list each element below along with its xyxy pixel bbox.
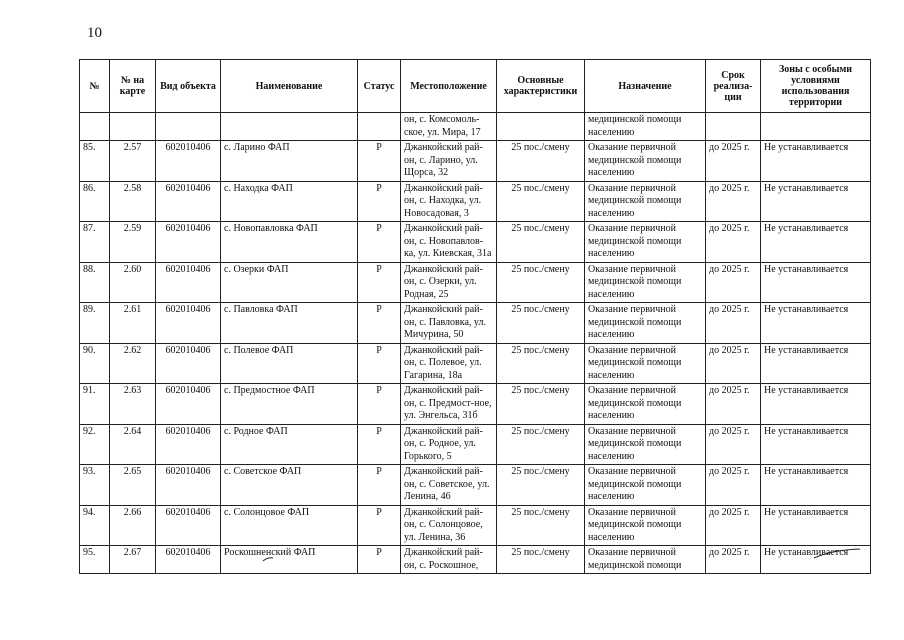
table-header-row xyxy=(80,60,871,113)
header-num: № xyxy=(80,60,110,113)
object-kind-cell: 602010406 xyxy=(156,546,221,574)
term-cell: до 2025 г. xyxy=(706,222,761,263)
header-status: Статус xyxy=(358,60,401,113)
zones-cell: Не устанавливается xyxy=(761,343,871,384)
cell xyxy=(156,113,221,141)
row-number-cell: 90. xyxy=(80,343,110,384)
object-kind-cell: 602010406 xyxy=(156,465,221,506)
characteristics-cell: 25 пос./смену xyxy=(497,465,585,506)
row-number-cell: 87. xyxy=(80,222,110,263)
header-zones: Зоны с особыми условиями использования территории xyxy=(761,60,871,113)
characteristics-cell: 25 пос./смену xyxy=(497,222,585,263)
cell xyxy=(706,113,761,141)
term-cell: до 2025 г. xyxy=(706,424,761,465)
pen-mark xyxy=(262,556,274,562)
status-cell: Р xyxy=(358,303,401,344)
object-name-cell: с. Полевое ФАП xyxy=(221,343,358,384)
zones-cell: Не устанавливается xyxy=(761,424,871,465)
table-row xyxy=(80,222,871,263)
status-cell: Р xyxy=(358,465,401,506)
object-name-cell: с. Озерки ФАП xyxy=(221,262,358,303)
location-cell: Джанкойский рай-он, с. Находка, ул. Новосадовая, 3 xyxy=(401,181,497,222)
object-kind-cell: 602010406 xyxy=(156,505,221,546)
object-name-cell: с. Солонцовое ФАП xyxy=(221,505,358,546)
purpose-cell: Оказание первичной медицинской помощи населению xyxy=(585,141,706,182)
zones-cell: Не устанавливается xyxy=(761,384,871,425)
object-kind-cell: 602010406 xyxy=(156,141,221,182)
table-row xyxy=(80,181,871,222)
zones-cell: Не устанавливается xyxy=(761,141,871,182)
row-number-cell: 91. xyxy=(80,384,110,425)
purpose-cell: Оказание первичной медицинской помощи населению xyxy=(585,343,706,384)
status-cell: Р xyxy=(358,343,401,384)
term-cell: до 2025 г. xyxy=(706,505,761,546)
status-cell: Р xyxy=(358,141,401,182)
purpose-cell: Оказание первичной медицинской помощи населению xyxy=(585,505,706,546)
map-number-cell: 2.65 xyxy=(110,465,156,506)
purpose-cell: Оказание первичной медицинской помощи населению xyxy=(585,384,706,425)
continuation-purpose: медицинской помощи населению xyxy=(585,113,706,141)
header-purpose: Назначение xyxy=(585,60,706,113)
location-cell: Джанкойский рай-он, с. Родное, ул. Горького, 5 xyxy=(401,424,497,465)
characteristics-cell: 25 пос./смену xyxy=(497,424,585,465)
map-number-cell: 2.66 xyxy=(110,505,156,546)
table-row xyxy=(80,424,871,465)
status-cell: Р xyxy=(358,384,401,425)
location-cell: Джанкойский рай-он, с. Полевое, ул. Гагарина, 18а xyxy=(401,343,497,384)
table-row xyxy=(80,465,871,506)
signature-stroke xyxy=(812,546,862,560)
object-name-cell: с. Предмостное ФАП xyxy=(221,384,358,425)
map-number-cell: 2.64 xyxy=(110,424,156,465)
map-number-cell: 2.59 xyxy=(110,222,156,263)
table-row xyxy=(80,546,871,574)
characteristics-cell: 25 пос./смену xyxy=(497,505,585,546)
header-name: Наименование xyxy=(221,60,358,113)
characteristics-cell: 25 пос./смену xyxy=(497,262,585,303)
zones-cell: Не устанавливается xyxy=(761,222,871,263)
location-cell: Джанкойский рай-он, с. Павловка, ул. Мичурина, 50 xyxy=(401,303,497,344)
location-cell: Джанкойский рай-он, с. Солонцовое, ул. Ленина, 36 xyxy=(401,505,497,546)
object-name-cell: с. Родное ФАП xyxy=(221,424,358,465)
object-name-cell: Роскошненский ФАП xyxy=(221,546,358,574)
map-number-cell: 2.58 xyxy=(110,181,156,222)
zones-cell: Не устанавливается xyxy=(761,465,871,506)
characteristics-cell: 25 пос./смену xyxy=(497,141,585,182)
object-kind-cell: 602010406 xyxy=(156,222,221,263)
table-row xyxy=(80,505,871,546)
purpose-cell: Оказание первичной медицинской помощи населению xyxy=(585,303,706,344)
status-cell: Р xyxy=(358,505,401,546)
row-number-cell: 86. xyxy=(80,181,110,222)
term-cell: до 2025 г. xyxy=(706,384,761,425)
purpose-cell: Оказание первичной медицинской помощи населению xyxy=(585,181,706,222)
cell xyxy=(80,113,110,141)
table-row xyxy=(80,303,871,344)
characteristics-cell: 25 пос./смену xyxy=(497,303,585,344)
cell xyxy=(358,113,401,141)
zones-cell: Не устанавливается xyxy=(761,181,871,222)
row-number-cell: 89. xyxy=(80,303,110,344)
purpose-cell: Оказание первичной медицинской помощи населению xyxy=(585,222,706,263)
status-cell: Р xyxy=(358,424,401,465)
row-number-cell: 88. xyxy=(80,262,110,303)
status-cell: Р xyxy=(358,222,401,263)
cell xyxy=(497,113,585,141)
object-kind-cell: 602010406 xyxy=(156,343,221,384)
characteristics-cell: 25 пос./смену xyxy=(497,384,585,425)
object-name-cell: с. Павловка ФАП xyxy=(221,303,358,344)
location-cell: Джанкойский рай-он, с. Новопавлов-ка, ул. Киевская, 31а xyxy=(401,222,497,263)
map-number-cell: 2.62 xyxy=(110,343,156,384)
header-map: № на карте xyxy=(110,60,156,113)
row-number-cell: 95. xyxy=(80,546,110,574)
term-cell: до 2025 г. xyxy=(706,343,761,384)
purpose-cell: Оказание первичной медицинской помощи населению xyxy=(585,262,706,303)
location-cell: Джанкойский рай-он, с. Советское, ул. Ленина, 46 xyxy=(401,465,497,506)
object-name-cell: с. Находка ФАП xyxy=(221,181,358,222)
header-term: Срок реализа-ции xyxy=(706,60,761,113)
table-row xyxy=(80,262,871,303)
row-number-cell: 94. xyxy=(80,505,110,546)
object-name-cell: с. Новопавловка ФАП xyxy=(221,222,358,263)
map-number-cell: 2.60 xyxy=(110,262,156,303)
status-cell: Р xyxy=(358,262,401,303)
characteristics-cell: 25 пос./смену xyxy=(497,343,585,384)
continuation-location: он, с. Комсомоль-ское, ул. Мира, 17 xyxy=(401,113,497,141)
cell xyxy=(110,113,156,141)
zones-cell: Не устанавливается xyxy=(761,262,871,303)
object-kind-cell: 602010406 xyxy=(156,384,221,425)
status-cell: Р xyxy=(358,181,401,222)
zones-cell: Не устанавливается xyxy=(761,505,871,546)
purpose-cell: Оказание первичной медицинской помощи xyxy=(585,546,706,574)
characteristics-cell: 25 пос./смену xyxy=(497,181,585,222)
term-cell: до 2025 г. xyxy=(706,181,761,222)
status-cell: Р xyxy=(358,546,401,574)
object-name-cell: с. Ларино ФАП xyxy=(221,141,358,182)
object-kind-cell: 602010406 xyxy=(156,181,221,222)
registry-table xyxy=(79,59,871,574)
term-cell: до 2025 г. xyxy=(706,465,761,506)
zones-cell: Не устанавливается xyxy=(761,303,871,344)
object-kind-cell: 602010406 xyxy=(156,262,221,303)
object-name-cell: с. Советское ФАП xyxy=(221,465,358,506)
row-number-cell: 85. xyxy=(80,141,110,182)
object-kind-cell: 602010406 xyxy=(156,424,221,465)
purpose-cell: Оказание первичной медицинской помощи населению xyxy=(585,424,706,465)
location-cell: Джанкойский рай-он, с. Роскошное, xyxy=(401,546,497,574)
characteristics-cell: 25 пос./смену xyxy=(497,546,585,574)
cell xyxy=(221,113,358,141)
cell xyxy=(761,113,871,141)
map-number-cell: 2.63 xyxy=(110,384,156,425)
zones-cell: Не устанавливается xyxy=(761,546,871,574)
table-row xyxy=(80,343,871,384)
row-number-cell: 92. xyxy=(80,424,110,465)
table-row xyxy=(80,141,871,182)
map-number-cell: 2.57 xyxy=(110,141,156,182)
page-number: 10 xyxy=(87,25,102,41)
term-cell: до 2025 г. xyxy=(706,262,761,303)
header-characteristics: Основные характеристики xyxy=(497,60,585,113)
header-kind: Вид объекта xyxy=(156,60,221,113)
header-location: Местоположение xyxy=(401,60,497,113)
continuation-row xyxy=(80,113,871,141)
purpose-cell: Оказание первичной медицинской помощи населению xyxy=(585,465,706,506)
row-number-cell: 93. xyxy=(80,465,110,506)
location-cell: Джанкойский рай-он, с. Озерки, ул. Родная, 25 xyxy=(401,262,497,303)
table-row xyxy=(80,384,871,425)
term-cell: до 2025 г. xyxy=(706,303,761,344)
object-kind-cell: 602010406 xyxy=(156,303,221,344)
term-cell: до 2025 г. xyxy=(706,141,761,182)
location-cell: Джанкойский рай-он, с. Предмост-ное, ул. Энгельса, 31б xyxy=(401,384,497,425)
location-cell: Джанкойский рай-он, с. Ларино, ул. Щорса, 32 xyxy=(401,141,497,182)
map-number-cell: 2.67 xyxy=(110,546,156,574)
term-cell: до 2025 г. xyxy=(706,546,761,574)
map-number-cell: 2.61 xyxy=(110,303,156,344)
